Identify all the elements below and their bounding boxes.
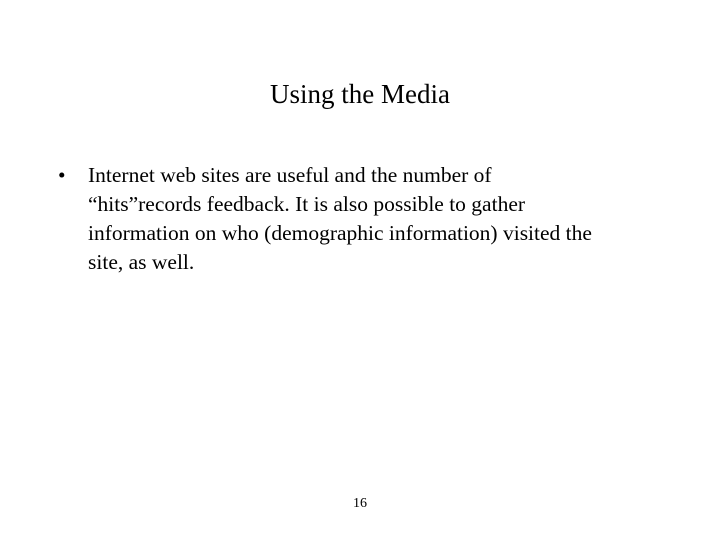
bullet-marker: •: [58, 163, 66, 187]
bullet-text-line-4: site, as well.: [88, 250, 195, 274]
page-number: 16: [353, 496, 367, 511]
slide-title: Using the Media: [270, 79, 450, 109]
bullet-list: [58, 161, 668, 277]
bullet-text-line-3: information on who (demographic information) visited the: [88, 221, 592, 245]
bullet-item: [58, 161, 668, 277]
bullet-text-line-2: “hits”records feedback. It is also possible to gather: [88, 192, 526, 216]
bullet-text-line-1: Internet web sites are useful and the number of: [88, 163, 492, 187]
